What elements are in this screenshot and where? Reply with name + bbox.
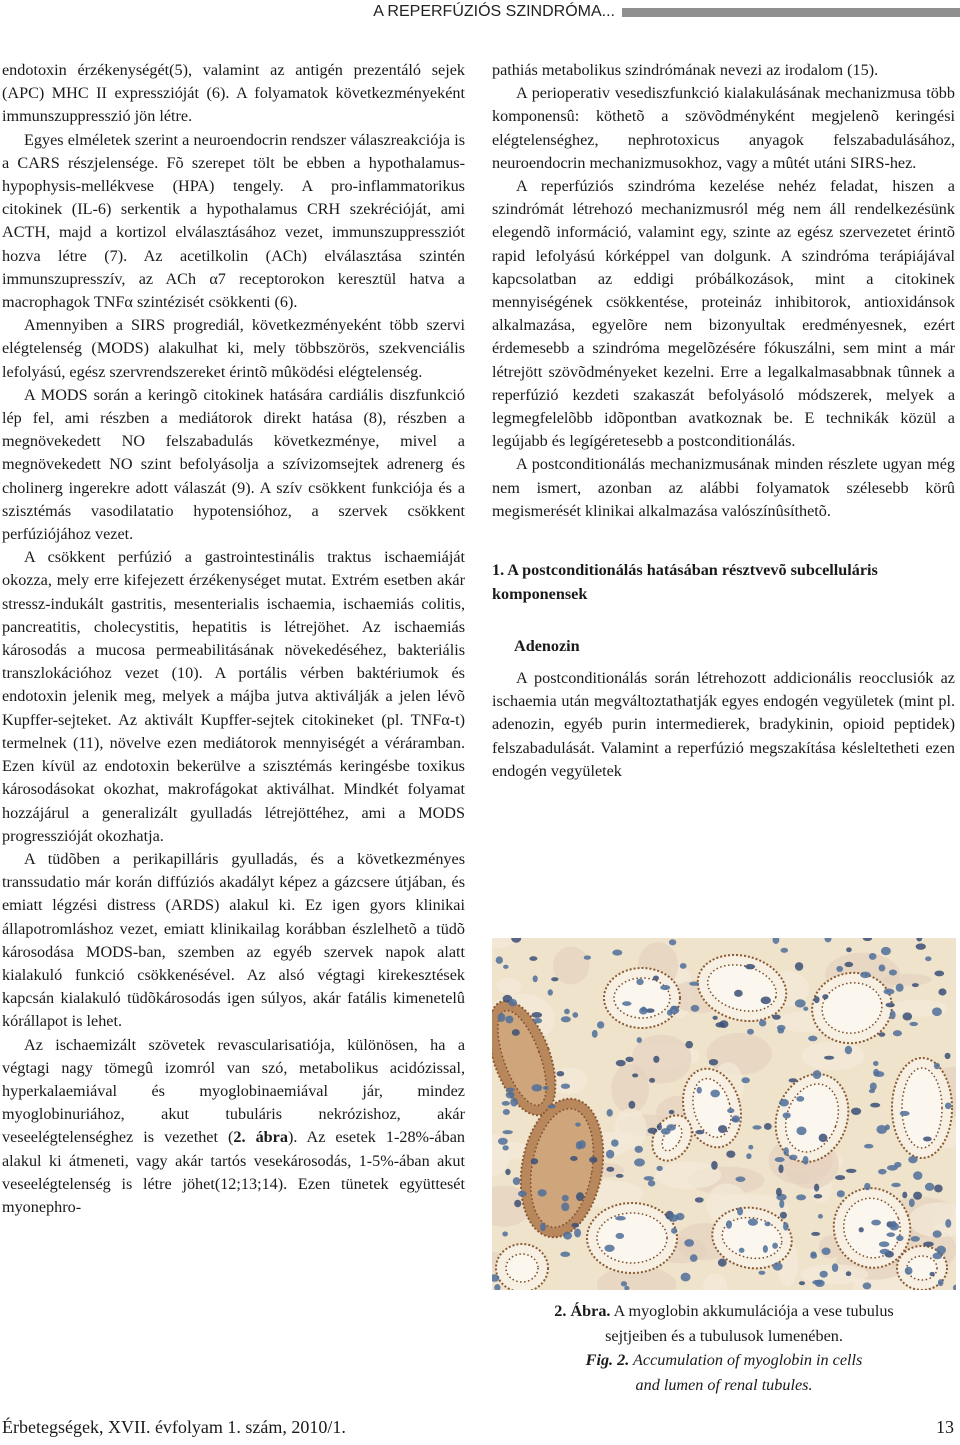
running-header-title: A REPERFÚZIÓS SZINDRÓMA... bbox=[373, 3, 615, 20]
sub-heading: Adenozin bbox=[514, 637, 580, 656]
paragraph: pathiás metabolikus szindrómának nevezi az irodalom (15). bbox=[492, 61, 879, 79]
caption-en-text: Accumulation of myoglobin in cells bbox=[633, 1351, 863, 1369]
paragraph: A csökkent perfúzió a gastrointestinális traktus ischaemiáját okozza, mely erre kifejezett érzékenységet mutat. Extrém esetben akár stressz-indukált gastritis, mesenterialis ischaemia, ischaemiás colitis, pancreatitis, cholecystitis, hepatitis is létrejöhet. Az ischaemiás károsodás a mucosa permeabilitásának növekedéséhez, bakteriális transzlokációhoz vezet (10). A portális vérben baktériumok és endotoxin jelenik meg, melyek a májba jutva aktiválják a jelen lévõ Kupffer-sejteket. Az aktivált Kupffer-sejtek citokineket (pl. TNFα-t) termelnek (11), növelve ezen mediátorok mennyiségét a véráramban. Ezen kívül az endotoxin bekerülve a szisztémás keringésbe toxikus károsodásokat okozhat, makrofágokat aktiválhat. Mindkét folyamat hozzájárul a generalizált gyulladás létrejöttéhez, ami a MODS progresszióját okozhatja. bbox=[2, 548, 465, 845]
micrograph-image bbox=[492, 938, 956, 1290]
journal-citation: Érbetegségek, XVII. évfolyam 1. szám, 2010/1. bbox=[2, 1417, 346, 1437]
paragraph: A tüdõben a perikapilláris gyulladás, és a következményes transsudatio már korán diffúziós akadályt képez a gázcsere útjában, és emiatt légzési distress (ARDS) alakul ki. Ez igen gyors klinikai állapotromláshoz vezet, emiatt klinikailag korábban észlelhetõ a tüdõ károsodása MODS-ban, szemben az egyéb szervek napok alatt kialakuló funkció csökkenésével. Az alsó végtagi kirekesztések kapcsán kialakuló tüdõkárosodás igen súlyos, akár fatális kimenetelû kórállapot is lehet. bbox=[2, 849, 465, 1031]
paragraph: A postconditionálás mechanizmusának minden részlete ugyan még nem ismert, azonban az alábbi folyamatok szélesebb körû megismerését klinikai alkalmazása valószínûsíthetõ. bbox=[492, 455, 955, 520]
section-heading: 1. A postconditionálás hatásában résztvevõ subcelluláris komponensek bbox=[492, 561, 878, 603]
caption-en-label: Fig. 2. bbox=[585, 1351, 630, 1369]
page-number: 13 bbox=[936, 1417, 954, 1437]
paragraph bbox=[2, 1034, 465, 1220]
paragraph: endotoxin érzékenységét(5), valamint az antigén prezentáló sejek (APC) MHC II expresszióját (6). A folyamatok következményeként immunszuppresszió jön létre. bbox=[2, 61, 465, 126]
running-header bbox=[0, 0, 960, 40]
paragraph: A MODS során a keringõ citokinek hatására cardiális diszfunkció lép fel, ami részben a mediátorok direkt hatása (8), részben a megnövekedett NO felszabadulás következménye, mivel a megnövekedett NO szint befolyásolja a szívizomsejtek adrenerg és cholinerg ingerekre adott válaszát (9). A szív csökkent funkciója és a szisztémás vasodilatatio hypotensióhoz, a szervek csökkent perfúziójához vezet. bbox=[2, 385, 465, 544]
paragraph: A postconditionálás során létrehozott addicionális reocclusiók az ischaemia után megváltoztathatják egyes endogén vegyületek (mint pl. adenozin, egyéb purin intermedierek, bradykinin, opioid peptidek) felszabadulását. Valamint a reperfúzió megszakítása késleltetheti ezen endogén vegyületek bbox=[492, 669, 955, 780]
paragraph: A perioperativ vesediszfunkció kialakulásának mechanizmusa több komponensû: köthetõ a szövõdményként megjelenõ keringési elégtelenséghez, nephrotoxicus anyagok felszabadulásához, neuroendocrin mechanizmusokhoz, vagy a mûtét utáni SIRS-hez. bbox=[492, 84, 955, 172]
figure-caption bbox=[492, 1299, 956, 1397]
paragraph: Amennyiben a SIRS progrediál, következményeként több szervi elégtelenség (MODS) alakulhat ki, mely többszörös, szekvenciális lefolyású, egész szervrendszereket érintõ mûködési elégtelenség. bbox=[2, 316, 465, 381]
caption-hu-line: sejtjeiben és a tubulusok lumenében. bbox=[605, 1326, 843, 1345]
left-column bbox=[2, 59, 465, 1219]
caption-en-line bbox=[492, 1348, 956, 1373]
caption-en-line: and lumen of renal tubules. bbox=[635, 1375, 813, 1394]
paragraph: Egyes elméletek szerint a neuroendocrin rendszer válaszreakciója is a CARS részjelensége. Fõ szerepet tölt be ebben a hypothalamus- hypophysis-mellékvese (HPA) tengely. A pro-inflammatorikus citokinek (IL-6) serkentik a hypothalamus CRH szekrécióját, ami ACTH, majd a kortizol elválasztásához vezet, immunszuppressziót hozva létre (7). Az acetilkolin (ACh) elválasztása szintén immunszupresszív, az ACh α7 receptorokon keresztül hatva a macrophagok TNFα szintézisét csökkenti (6). bbox=[2, 130, 465, 312]
figure-reference[interactable]: 2. ábra bbox=[233, 1128, 288, 1147]
caption-hu-text: A myoglobin akkumulációja a vese tubulus bbox=[613, 1302, 894, 1320]
paragraph: A reperfúziós szindróma kezelése nehéz feladat, hiszen a szindrómát létrehozó mechanizmusról még nem áll rendelkezésünk elegendõ információ, valamint egy, szinte az egész szervezetet érintõ rapid lefolyású kórképpel van dolgunk. A szindróma terápiájával kapcsolatban az eddigi próbálkozások, mint a citokinek mennyiségének csökkentése, proteináz inhibitorok, antioxidánsok alkalmazása, egyelõre nem bizonyultak eredményesnek, ezért érdemesebb a szindróma megelõzésére fókuszálni, sem mint a már létrejött szövõdményeket kezelni. Erre a legalkalmasabbnak tûnnek a reperfúzió kezdeti szakaszát befolyásoló módszerek, melyek a legmegfelelõbb idõpontban avatkoznak be. E technikák közül a legújabb és legígéretesebb a postconditionálás. bbox=[492, 177, 955, 451]
micrograph-figure bbox=[492, 938, 956, 1290]
header-rule bbox=[622, 8, 960, 17]
right-column bbox=[492, 59, 955, 783]
caption-label: 2. Ábra. bbox=[554, 1302, 611, 1320]
page-footer bbox=[0, 1412, 960, 1442]
paragraph-text: ). Az esetek 1-28%-ában alakul ki átmeneti, vagy akár tartós vesekárosodás, 1-5%-ában akut veseelégtelenség is létre jöhet(12;13;14). Ezen tünetek együttesét myonephro- bbox=[2, 1128, 465, 1216]
caption-hu-line bbox=[492, 1299, 956, 1324]
paragraph-text: Az ischaemizált szövetek revascularisatiója, különösen, ha a végtagi nagy tömegû izomról van szó, metabolikus acidózissal, hyperkalaemiával és myoglobinaemiával jár, mindez myoglobinuriához, akut tubuláris nekrózishoz, akár veseelégtelenséghez is vezethet ( bbox=[2, 1035, 465, 1147]
